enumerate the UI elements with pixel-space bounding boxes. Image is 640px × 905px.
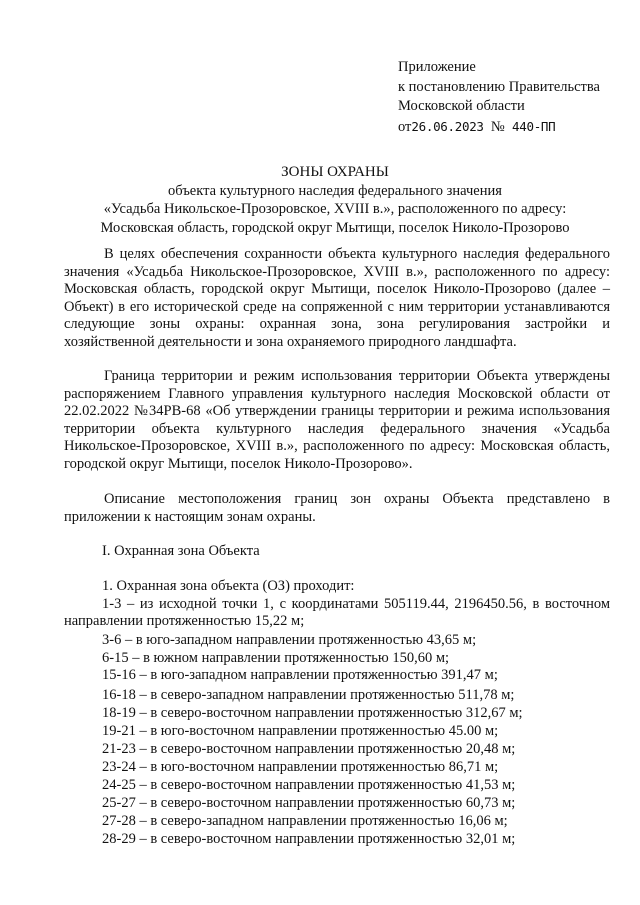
title-line-2: объекта культурного наследия федерального значения xyxy=(168,182,502,199)
paragraph-3-text: Описание местоположения границ зон охраны Объекта представлено в приложении к настоящим зонам охраны. xyxy=(64,491,610,525)
list-item xyxy=(64,813,610,830)
list-item xyxy=(64,741,610,758)
segment-text: 16-18 – в северо-западном направлении протяженностью 511,78 м; xyxy=(102,687,515,703)
paragraph-1-text: В целях обеспечения сохранности объекта культурного наследия федерального значения «Усадьба Никольское-Прозоровское, XVIII в.», расположенного по адресу: Московская область, городской округ Мытищи, поселок Николо-Прозорово (далее – Объект) в его исторической среде на сопряженной с ним территории устанавливаются следующие зоны охраны: охранная зона, зона регулирования застройки и хозяйственной деятельности и зона охраняемого природного ландшафта. xyxy=(64,246,610,350)
list-item xyxy=(64,596,610,630)
list-item xyxy=(64,687,610,704)
appendix-header xyxy=(398,58,628,137)
segment-text: 25-27 – в северо-восточном направлении протяженностью 60,73 м; xyxy=(102,795,516,811)
list-item xyxy=(64,632,610,649)
section-intro: 1. Охранная зона объекта (ОЗ) проходит: xyxy=(102,578,355,594)
appendix-line-1: Приложение xyxy=(398,59,476,75)
list-item xyxy=(64,667,610,684)
section-heading: I. Охранная зона Объекта xyxy=(102,543,260,559)
document-title xyxy=(40,163,630,237)
appendix-line-2: к постановлению Правительства xyxy=(398,78,600,95)
appendix-line-3: Московской области xyxy=(398,98,525,114)
list-item xyxy=(64,705,610,722)
segment-text: 19-21 – в юго-восточном направлении протяженностью 45.00 м; xyxy=(102,723,499,739)
segment-text: 1-3 – из исходной точки 1, с координатами 505119.44, 2196450.56, в восточном направлении протяженностью 15,22 м; xyxy=(64,596,610,630)
paragraph-1 xyxy=(64,246,610,352)
segment-text: 15-16 – в юго-западном направлении протяженностью 391,47 м; xyxy=(102,667,498,683)
list-item xyxy=(64,723,610,740)
segment-text: 18-19 – в северо-восточном направлении протяженностью 312,67 м; xyxy=(102,705,523,721)
segment-text: 27-28 – в северо-западном направлении протяженностью 16,06 м; xyxy=(102,813,508,829)
paragraph-3 xyxy=(64,491,610,526)
list-item xyxy=(64,777,610,794)
segment-text: 21-23 – в северо-восточном направлении протяженностью 20,48 м; xyxy=(102,741,516,757)
list-item xyxy=(64,650,610,667)
paragraph-2-text: Граница территории и режим использования территории Объекта утверждены распоряжением Главного управления культурного наследия Московской области от 22.02.2022 №34РВ-68 «Об утверждении границы территории и режима использования территории объекта культурного наследия федерального значения «Усадьба Никольское-Прозоровское, XVIII в.», расположенного по адресу: Московская область, городской округ Мытищи, поселок Николо-Прозорово». xyxy=(64,368,610,472)
paragraph-2 xyxy=(64,368,610,474)
date-prefix: от xyxy=(398,118,412,135)
decree-number: 440-ПП xyxy=(512,118,556,134)
list-item xyxy=(64,795,610,812)
segment-text: 23-24 – в юго-восточном направлении протяженностью 86,71 м; xyxy=(102,759,499,775)
segment-text: 28-29 – в северо-восточном направлении протяженностью 32,01 м; xyxy=(102,831,516,847)
segment-text: 24-25 – в северо-восточном направлении протяженностью 41,53 м; xyxy=(102,777,516,793)
title-line-4: Московская область, городской округ Мытищи, поселок Николо-Прозорово xyxy=(100,219,570,236)
segment-text: 3-6 – в юго-западном направлении протяженностью 43,65 м; xyxy=(102,632,477,648)
title-main: ЗОНЫ ОХРАНЫ xyxy=(281,164,389,180)
segment-text: 6-15 – в южном направлении протяженностью 150,60 м; xyxy=(102,650,450,666)
number-prefix: № xyxy=(490,118,505,135)
list-item xyxy=(64,831,610,848)
list-item xyxy=(64,759,610,776)
title-line-3: «Усадьба Никольское-Прозоровское, XVIII в.», расположенного по адресу: xyxy=(103,201,567,217)
decree-date: 26.06.2023 xyxy=(411,118,484,134)
appendix-date-line xyxy=(398,117,628,138)
